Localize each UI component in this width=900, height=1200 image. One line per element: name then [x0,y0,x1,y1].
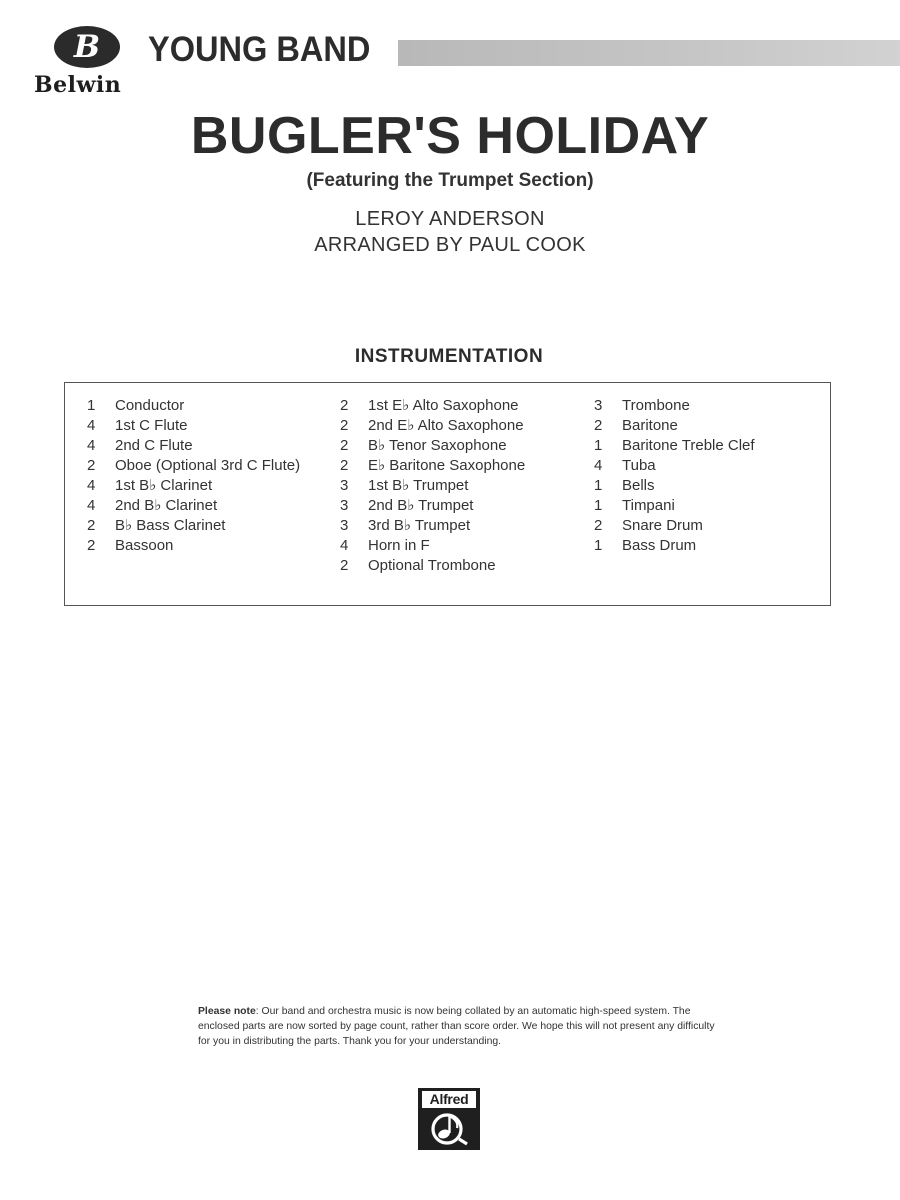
instrument-row [340,496,525,516]
instrument-quantity: 2 [594,417,603,434]
instrument-quantity: 3 [340,497,349,514]
alfred-logo [418,1088,480,1150]
instrument-name: 1st E♭ Alto Saxophone [368,397,519,414]
piece-subtitle: (Featuring the Trumpet Section) [306,170,594,191]
instrument-row [87,516,300,536]
instrument-name: Bells [622,477,655,494]
instrument-row [87,496,300,516]
instrument-row [594,516,755,536]
instrument-quantity: 1 [594,437,603,454]
instrument-row [340,476,525,496]
instrument-row [87,476,300,496]
instrument-name: 2nd E♭ Alto Saxophone [368,417,524,434]
instrument-name: Bassoon [115,537,174,554]
instrument-name: Trombone [622,397,690,414]
instrument-name: E♭ Baritone Saxophone [368,457,526,474]
belwin-logo [30,24,148,100]
instrument-row [594,436,755,456]
instrument-row [340,556,525,576]
belwin-oval-icon [54,26,120,68]
instrument-quantity: 1 [594,477,603,494]
series-label: YOUNG BAND [148,30,371,69]
instrumentation-column-2 [340,396,525,576]
instrument-name: B♭ Tenor Saxophone [368,437,507,454]
instrument-quantity: 1 [87,397,96,414]
instrument-name: Horn in F [368,537,430,554]
instrument-row [594,456,755,476]
instrument-row [340,516,525,536]
instrument-name: Baritone [622,417,678,434]
instrument-quantity: 2 [340,457,349,474]
instrument-name: 2nd B♭ Clarinet [115,497,218,514]
instrument-name: Oboe (Optional 3rd C Flute) [115,457,301,474]
instrumentation-column-3 [594,396,755,556]
arranger: ARRANGED BY PAUL COOK [314,234,586,256]
instrument-name: 3rd B♭ Trumpet [368,517,471,534]
instrument-quantity: 3 [594,397,603,414]
composer: LEROY ANDERSON [355,208,545,230]
instrument-row [87,396,300,416]
instrument-quantity: 4 [87,497,96,514]
instrumentation-column-1 [87,396,300,556]
instrument-quantity: 2 [87,457,96,474]
instrument-quantity: 2 [87,517,96,534]
instrument-row [340,436,525,456]
instrument-row [340,456,525,476]
instrument-row [594,476,755,496]
note-label: Please note [198,1006,256,1017]
instrument-name: 1st B♭ Trumpet [368,477,469,494]
instrument-name: Snare Drum [622,517,703,534]
instrument-row [87,456,300,476]
belwin-logo-letter: B [73,29,101,65]
instrument-row [594,396,755,416]
note-text: : Our band and orchestra music is now being collated by an automatic high-speed system. The enclosed parts are now sorted by page count, rather than score order. We hope this will not present any difficulty for you in distributing the parts. Thank you for your understanding. [198,1006,715,1047]
header-rule [398,40,900,66]
belwin-logo-word: Belwin [34,72,122,98]
instrument-row [594,496,755,516]
instrument-name: Optional Trombone [368,557,496,574]
collation-note [198,1004,718,1049]
instrument-row [87,436,300,456]
instrument-name: 2nd B♭ Trumpet [368,497,474,514]
instrument-quantity: 4 [594,457,603,474]
instrument-quantity: 2 [340,397,349,414]
instrument-name: Timpani [622,497,675,514]
instrument-row [87,536,300,556]
instrument-quantity: 4 [340,537,349,554]
instrument-quantity: 4 [87,437,96,454]
instrument-name: Conductor [115,397,185,414]
instrument-quantity: 1 [594,497,603,514]
instrument-name: B♭ Bass Clarinet [115,517,226,534]
instrument-quantity: 2 [340,557,349,574]
instrument-row [340,416,525,436]
instrumentation-heading: INSTRUMENTATION [354,346,544,367]
instrument-row [594,536,755,556]
instrument-row [340,536,525,556]
instrument-name: 2nd C Flute [115,437,193,454]
instrument-quantity: 1 [594,537,603,554]
instrument-quantity: 2 [340,437,349,454]
alfred-quarter-note-icon [426,1112,472,1146]
instrument-quantity: 2 [87,537,96,554]
instrument-quantity: 4 [87,417,96,434]
instrumentation-box [64,382,831,606]
instrument-quantity: 4 [87,477,96,494]
piece-title: BUGLER'S HOLIDAY [190,107,710,165]
instrument-row [87,416,300,436]
instrument-quantity: 2 [340,417,349,434]
instrument-name: 1st B♭ Clarinet [115,477,213,494]
instrument-quantity: 2 [594,517,603,534]
instrument-row [340,396,525,416]
instrument-name: 1st C Flute [115,417,188,434]
instrument-name: Baritone Treble Clef [622,437,755,454]
instrument-name: Tuba [622,457,656,474]
instrument-quantity: 3 [340,477,349,494]
instrument-row [594,416,755,436]
instrument-name: Bass Drum [622,537,697,554]
alfred-logo-word: Alfred [422,1091,476,1108]
instrument-quantity: 3 [340,517,349,534]
